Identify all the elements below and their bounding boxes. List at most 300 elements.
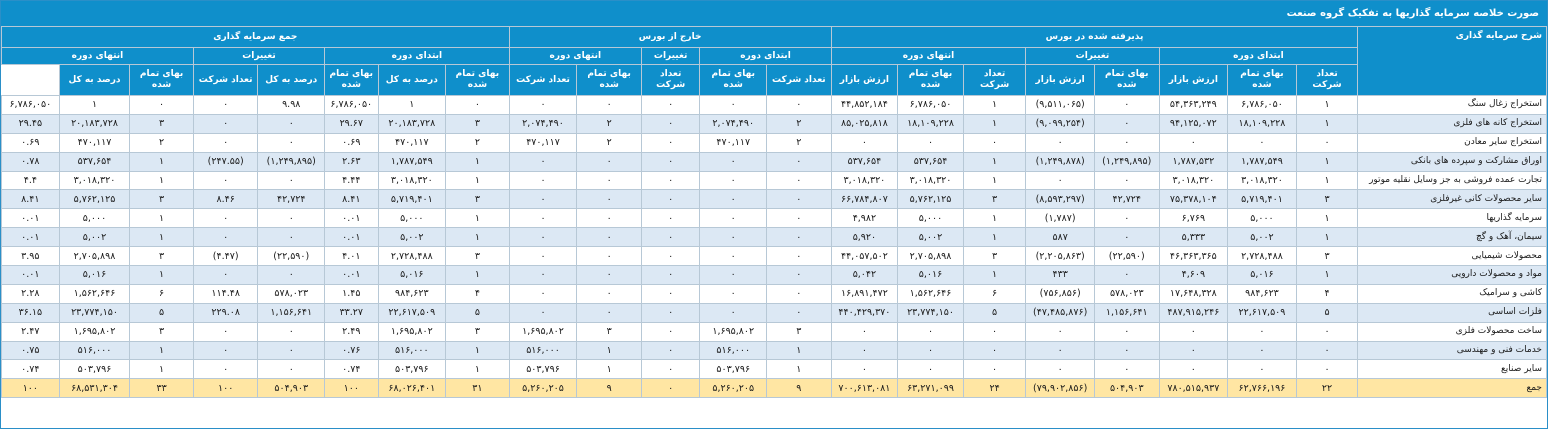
table-cell: ۵,۰۱۶: [1228, 266, 1297, 285]
table-cell: ۰: [1228, 341, 1297, 360]
table-cell: ۵۰۳,۷۹۶: [59, 360, 130, 379]
table-cell: (۷۹,۹۰۲,۸۵۶): [1026, 379, 1095, 398]
table-cell: (۱,۷۸۷): [1026, 209, 1095, 228]
table-cell: ۴۴,۰۵۷,۵۰۲: [831, 247, 898, 266]
total-row: [2, 379, 1547, 398]
col-percent-total: درصد به کل: [378, 65, 446, 96]
table-cell: ۰: [641, 152, 700, 171]
table-cell: ۰: [767, 209, 832, 228]
table-cell: ۰: [641, 303, 700, 322]
table-cell: ۰: [1094, 322, 1159, 341]
table-cell: ۲: [130, 133, 194, 152]
table-cell: ۶: [963, 284, 1026, 303]
table-cell: ۰: [767, 171, 832, 190]
table-cell: ۴۲,۷۲۴: [1094, 190, 1159, 209]
table-cell: ۷۵,۳۷۸,۱۰۴: [1159, 190, 1228, 209]
table-cell: ۰: [641, 133, 700, 152]
table-cell: ۶۲,۷۶۶,۱۹۶: [1228, 379, 1297, 398]
table-cell: (۹,۵۱۱,۰۶۵): [1026, 96, 1095, 115]
table-cell: ۴: [446, 284, 510, 303]
table-cell: ۱۰۰: [325, 379, 378, 398]
table-cell: ۰.۶۹: [2, 133, 60, 152]
table-row: [2, 96, 1547, 115]
table-cell: ۰: [577, 96, 642, 115]
table-row: [2, 190, 1547, 209]
table-cell: ۳,۰۱۸,۳۲۰: [59, 171, 130, 190]
table-cell: ۱: [446, 360, 510, 379]
table-cell: ۲: [577, 133, 642, 152]
table-cell: ۱: [767, 360, 832, 379]
table-cell: ۵,۳۳۳: [1159, 228, 1228, 247]
table-cell: ۰: [767, 284, 832, 303]
table-cell: ۰: [1094, 266, 1159, 285]
table-cell: ۵,۰۱۶: [59, 266, 130, 285]
industry-name: مواد و محصولات دارویی: [1358, 266, 1547, 285]
table-cell: ۰.۰۱: [325, 209, 378, 228]
table-cell: ۶: [130, 284, 194, 303]
table-cell: ۱,۱۵۶,۶۴۱: [258, 303, 325, 322]
col-cost: بهای تمام شده: [1094, 65, 1159, 96]
table-cell: ۰: [1026, 360, 1095, 379]
table-cell: ۰: [700, 247, 767, 266]
col-market-value: ارزش بازار: [1026, 65, 1095, 96]
table-cell: ۲: [767, 133, 832, 152]
table-cell: ۴۸۷,۹۱۵,۲۴۶: [1159, 303, 1228, 322]
table-cell: ۳,۰۱۸,۳۲۰: [378, 171, 446, 190]
table-cell: ۵۳۷,۶۵۴: [898, 152, 964, 171]
table-cell: ۶,۷۸۶,۰۵۰: [898, 96, 964, 115]
table-cell: ۴.۰۱: [325, 247, 378, 266]
table-cell: (۲,۲۰۵,۸۶۳): [1026, 247, 1095, 266]
table-cell: ۴۷۰,۱۱۷: [700, 133, 767, 152]
table-cell: ۱: [130, 152, 194, 171]
header-outside-end: انتهای دوره: [509, 48, 641, 65]
table-cell: ۰: [1026, 133, 1095, 152]
table-cell: ۰: [577, 284, 642, 303]
table-cell: ۰.۰۱: [2, 209, 60, 228]
table-cell: ۰: [641, 360, 700, 379]
table-cell: ۲۳,۷۷۴,۱۵۰: [59, 303, 130, 322]
table-cell: ۵۰۴,۹۰۳: [1094, 379, 1159, 398]
table-cell: ۳: [446, 114, 510, 133]
table-cell: ۵۱۶,۰۰۰: [378, 341, 446, 360]
table-cell: ۱: [1296, 171, 1358, 190]
table-cell: ۴۷۰,۱۱۷: [378, 133, 446, 152]
table-cell: ۱: [1296, 96, 1358, 115]
table-cell: ۱: [767, 341, 832, 360]
col-cost: بهای تمام شده: [577, 65, 642, 96]
table-cell: ۵: [963, 303, 1026, 322]
table-cell: ۶,۷۸۶,۰۵۰: [2, 96, 60, 115]
table-cell: ۰: [898, 360, 964, 379]
table-cell: ۰: [193, 209, 258, 228]
table-cell: ۰: [1159, 133, 1228, 152]
table-cell: ۳: [446, 322, 510, 341]
table-row: [2, 247, 1547, 266]
table-cell: ۲.۴۹: [325, 322, 378, 341]
table-cell: ۰: [509, 209, 577, 228]
table-cell: ۶۳,۲۷۱,۰۹۹: [898, 379, 964, 398]
table-cell: ۰: [577, 190, 642, 209]
table-cell: ۰: [1296, 341, 1358, 360]
col-cost: بهای تمام شده: [1228, 65, 1297, 96]
table-cell: ۰: [577, 171, 642, 190]
table-cell: ۴۳۳: [1026, 266, 1095, 285]
table-cell: ۵: [130, 303, 194, 322]
table-cell: ۰: [963, 133, 1026, 152]
table-cell: ۲,۰۷۴,۴۹۰: [509, 114, 577, 133]
col-cost: بهای تمام شده: [130, 65, 194, 96]
table-cell: ۳۶.۱۵: [2, 303, 60, 322]
table-cell: ۵۷۸,۰۲۳: [1094, 284, 1159, 303]
table-cell: ۴۴۰,۴۲۹,۳۷۰: [831, 303, 898, 322]
col-cost: بهای تمام شده: [898, 65, 964, 96]
table-cell: ۲۲,۶۱۷,۵۰۹: [378, 303, 446, 322]
table-cell: ۲۲۹.۰۸: [193, 303, 258, 322]
table-cell: ۰: [509, 171, 577, 190]
header-total-end: انتهای دوره: [2, 48, 194, 65]
table-cell: (۷۵۶,۸۵۶): [1026, 284, 1095, 303]
table-cell: ۱.۴۵: [325, 284, 378, 303]
header-outside-start: ابتدای دوره: [700, 48, 831, 65]
col-market-value: ارزش بازار: [831, 65, 898, 96]
table-cell: ۰.۰۱: [325, 228, 378, 247]
table-cell: ۰: [1094, 114, 1159, 133]
table-cell: ۰.۷۵: [2, 341, 60, 360]
table-cell: ۱۰۰: [193, 379, 258, 398]
table-cell: ۵۱۶,۰۰۰: [59, 341, 130, 360]
table-cell: ۴: [1296, 284, 1358, 303]
table-cell: ۱: [963, 209, 1026, 228]
table-cell: ۹: [767, 379, 832, 398]
table-cell: ۱۷,۶۴۸,۳۲۸: [1159, 284, 1228, 303]
table-cell: ۵,۰۰۲: [898, 228, 964, 247]
table-cell: ۰: [258, 133, 325, 152]
table-cell: ۱,۱۵۶,۶۴۱: [1094, 303, 1159, 322]
table-cell: ۱: [130, 341, 194, 360]
table-cell: ۰: [1026, 171, 1095, 190]
table-cell: ۰: [577, 152, 642, 171]
table-cell: ۱: [446, 228, 510, 247]
col-percent-total: درصد به کل: [258, 65, 325, 96]
table-cell: ۷۸۰,۵۱۵,۹۳۷: [1159, 379, 1228, 398]
header-listed-start: ابتدای دوره: [1159, 48, 1358, 65]
table-cell: ۰: [1094, 209, 1159, 228]
table-cell: ۱۰۰: [2, 379, 60, 398]
table-cell: ۸.۴۱: [2, 190, 60, 209]
table-row: [2, 228, 1547, 247]
table-cell: ۲۳,۷۷۴,۱۵۰: [898, 303, 964, 322]
table-cell: ۰: [1159, 360, 1228, 379]
header-total-changes: تغییرات: [193, 48, 324, 65]
table-cell: ۰: [577, 303, 642, 322]
table-cell: ۰: [831, 133, 898, 152]
table-cell: ۱,۷۸۷,۵۴۹: [378, 152, 446, 171]
table-cell: ۰: [509, 228, 577, 247]
col-company-count: تعداد شرکت: [767, 65, 832, 96]
table-cell: ۰: [509, 284, 577, 303]
header-listed-end: انتهای دوره: [831, 48, 1026, 65]
table-cell: ۰: [577, 209, 642, 228]
table-cell: ۳: [1296, 247, 1358, 266]
table-cell: (۱,۲۴۹,۸۷۸): [1026, 152, 1095, 171]
header-total-start: ابتدای دوره: [325, 48, 510, 65]
table-cell: ۵,۰۰۲: [378, 228, 446, 247]
table-cell: ۰: [509, 96, 577, 115]
table-cell: ۱,۶۹۵,۸۰۲: [59, 322, 130, 341]
table-cell: ۰: [258, 171, 325, 190]
table-cell: ۰: [193, 266, 258, 285]
table-cell: ۱: [1296, 114, 1358, 133]
table-cell: ۱: [963, 152, 1026, 171]
table-cell: ۰: [641, 171, 700, 190]
table-row: [2, 209, 1547, 228]
table-cell: ۵۸۷: [1026, 228, 1095, 247]
table-cell: ۲,۰۷۴,۴۹۰: [700, 114, 767, 133]
table-cell: ۳: [577, 322, 642, 341]
table-cell: ۱۸,۱۰۹,۲۲۸: [1228, 114, 1297, 133]
table-cell: ۲,۷۲۸,۴۸۸: [378, 247, 446, 266]
table-cell: ۰.۷۸: [2, 152, 60, 171]
table-cell: ۰: [509, 266, 577, 285]
table-cell: ۰.۰۱: [325, 266, 378, 285]
table-cell: ۰: [258, 228, 325, 247]
table-cell: ۳: [130, 247, 194, 266]
table-cell: ۵,۹۲۰: [831, 228, 898, 247]
table-cell: ۰: [963, 341, 1026, 360]
table-cell: ۵,۷۱۹,۴۰۱: [378, 190, 446, 209]
table-cell: (۸,۵۹۳,۲۹۷): [1026, 190, 1095, 209]
col-market-value: ارزش بازار: [1159, 65, 1228, 96]
table-cell: ۰: [1026, 341, 1095, 360]
table-cell: ۲: [577, 114, 642, 133]
table-cell: ۵,۷۶۲,۱۲۵: [898, 190, 964, 209]
table-cell: ۱: [963, 114, 1026, 133]
table-cell: ۵,۰۰۰: [378, 209, 446, 228]
header-outside: خارج از بورس: [509, 27, 831, 48]
table-cell: (۱,۲۴۹,۸۹۵): [258, 152, 325, 171]
header-outside-changes: تغییرات: [641, 48, 700, 65]
table-cell: ۰: [258, 209, 325, 228]
table-cell: ۸۵,۰۲۵,۸۱۸: [831, 114, 898, 133]
table-cell: ۱,۶۹۵,۸۰۲: [509, 322, 577, 341]
table-cell: ۳: [963, 190, 1026, 209]
table-cell: ۴۶,۳۶۳,۳۶۵: [1159, 247, 1228, 266]
table-cell: ۱: [1296, 209, 1358, 228]
table-cell: ۰: [193, 322, 258, 341]
table-cell: ۳: [963, 247, 1026, 266]
industry-name: کاشی و سرامیک: [1358, 284, 1547, 303]
table-cell: ۵,۲۶۰,۲۰۵: [509, 379, 577, 398]
industry-name: استخراج کانه های فلزی: [1358, 114, 1547, 133]
table-cell: ۱: [1296, 266, 1358, 285]
table-cell: ۴.۴: [2, 171, 60, 190]
col-percent-total: درصد به کل: [59, 65, 130, 96]
table-cell: ۱: [963, 228, 1026, 247]
table-cell: ۵: [1296, 303, 1358, 322]
table-cell: ۰: [641, 266, 700, 285]
table-cell: ۰.۶۹: [325, 133, 378, 152]
table-cell: ۲: [446, 133, 510, 152]
table-cell: ۰: [767, 303, 832, 322]
header-listed: پذیرفته شده در بورس: [831, 27, 1358, 48]
table-cell: ۱۶,۸۹۱,۴۷۲: [831, 284, 898, 303]
table-cell: ۱,۶۹۵,۸۰۲: [378, 322, 446, 341]
table-cell: ۹.۹۸: [258, 96, 325, 115]
table-cell: ۶۶,۷۸۴,۸۰۷: [831, 190, 898, 209]
table-cell: ۳۳: [130, 379, 194, 398]
table-cell: ۱,۷۸۷,۵۴۹: [1228, 152, 1297, 171]
table-cell: ۵: [446, 303, 510, 322]
table-cell: ۰: [193, 171, 258, 190]
table-cell: ۲۲: [1296, 379, 1358, 398]
table-cell: ۵۴,۳۶۳,۲۴۹: [1159, 96, 1228, 115]
table-cell: ۵,۰۰۰: [1228, 209, 1297, 228]
table-cell: ۱: [577, 341, 642, 360]
table-cell: ۰: [577, 247, 642, 266]
table-cell: ۲,۷۰۵,۸۹۸: [59, 247, 130, 266]
table-cell: ۰: [258, 341, 325, 360]
table-cell: ۰: [193, 341, 258, 360]
table-cell: ۰: [509, 152, 577, 171]
col-cost: بهای تمام شده: [325, 65, 378, 96]
table-cell: ۱: [577, 360, 642, 379]
table-cell: (۲۴۷.۵۵): [193, 152, 258, 171]
table-cell: ۰: [1094, 360, 1159, 379]
table-cell: ۱۸,۱۰۹,۲۲۸: [898, 114, 964, 133]
table-cell: ۱: [1296, 152, 1358, 171]
table-cell: ۱: [1296, 228, 1358, 247]
table-cell: ۵,۰۴۲: [831, 266, 898, 285]
table-cell: ۲,۷۲۸,۴۸۸: [1228, 247, 1297, 266]
table-row: [2, 114, 1547, 133]
table-cell: ۱: [59, 96, 130, 115]
table-cell: ۱: [446, 152, 510, 171]
table-cell: ۰: [700, 209, 767, 228]
col-company-count: تعداد شرکت: [509, 65, 577, 96]
table-cell: ۱: [446, 341, 510, 360]
table-cell: ۰: [577, 266, 642, 285]
table-cell: ۰.۰۱: [2, 228, 60, 247]
table-cell: ۰: [258, 114, 325, 133]
table-cell: ۱: [378, 96, 446, 115]
table-cell: ۰: [258, 322, 325, 341]
table-cell: ۰: [641, 209, 700, 228]
table-cell: ۰: [1094, 171, 1159, 190]
table-cell: ۰: [1296, 133, 1358, 152]
table-cell: ۰: [898, 322, 964, 341]
table-cell: ۱: [446, 266, 510, 285]
industry-name: سیمان، آهک و گچ: [1358, 228, 1547, 247]
table-cell: ۲۹.۶۷: [325, 114, 378, 133]
table-cell: ۰: [641, 114, 700, 133]
table-cell: ۰: [700, 266, 767, 285]
investment-table: [1, 26, 1547, 398]
table-cell: ۰: [767, 266, 832, 285]
table-cell: ۳: [1296, 190, 1358, 209]
table-cell: ۰: [641, 247, 700, 266]
table-row: [2, 152, 1547, 171]
table-cell: (۹,۰۹۹,۲۵۴): [1026, 114, 1095, 133]
table-cell: ۵,۲۶۰,۲۰۵: [700, 379, 767, 398]
table-cell: ۰: [767, 96, 832, 115]
industry-name: اوراق مشارکت و سپرده های بانکی: [1358, 152, 1547, 171]
table-cell: ۳,۰۱۸,۳۲۰: [898, 171, 964, 190]
table-cell: ۴۴,۸۵۲,۱۸۴: [831, 96, 898, 115]
table-cell: ۰: [1296, 322, 1358, 341]
table-cell: ۰: [1296, 360, 1358, 379]
table-cell: ۴.۴۴: [325, 171, 378, 190]
table-cell: ۱: [130, 266, 194, 285]
table-cell: ۵۰۴,۹۰۳: [258, 379, 325, 398]
table-cell: ۱: [963, 171, 1026, 190]
table-cell: (۲۲,۵۹۰): [258, 247, 325, 266]
table-row: [2, 322, 1547, 341]
table-cell: ۰: [641, 341, 700, 360]
table-cell: ۵۱۶,۰۰۰: [509, 341, 577, 360]
table-cell: ۰: [831, 341, 898, 360]
industry-name: ساخت محصولات فلزی: [1358, 322, 1547, 341]
table-cell: ۱: [130, 228, 194, 247]
total-label: جمع: [1358, 379, 1547, 398]
table-cell: ۵,۷۶۲,۱۲۵: [59, 190, 130, 209]
table-cell: ۰: [1159, 322, 1228, 341]
table-cell: ۳۳.۲۷: [325, 303, 378, 322]
table-cell: ۳۱: [446, 379, 510, 398]
table-cell: (۴۷,۴۸۵,۸۷۶): [1026, 303, 1095, 322]
report-title: صورت خلاصه سرمایه گذاریها به تفکیک گروه صنعت: [1, 1, 1547, 26]
table-cell: ۰: [641, 322, 700, 341]
table-cell: ۹۴,۱۲۵,۰۷۲: [1159, 114, 1228, 133]
table-cell: ۵,۷۱۹,۴۰۱: [1228, 190, 1297, 209]
table-cell: ۵۰۳,۷۹۶: [509, 360, 577, 379]
table-cell: ۱: [446, 209, 510, 228]
industry-name: استخراج سایر معادن: [1358, 133, 1547, 152]
table-cell: ۰: [700, 228, 767, 247]
table-cell: ۵,۰۱۶: [898, 266, 964, 285]
table-cell: ۰: [700, 152, 767, 171]
table-cell: ۱,۵۶۲,۶۴۶: [59, 284, 130, 303]
industry-name: محصولات شیمیایی: [1358, 247, 1547, 266]
industry-name: سرمایه گذاریها: [1358, 209, 1547, 228]
table-row: [2, 303, 1547, 322]
table-cell: ۰: [577, 228, 642, 247]
table-cell: ۱: [130, 171, 194, 190]
table-cell: ۳: [130, 190, 194, 209]
table-cell: ۰.۰۱: [2, 266, 60, 285]
table-row: [2, 133, 1547, 152]
table-cell: ۰: [509, 190, 577, 209]
industry-name: سایر صنایع: [1358, 360, 1547, 379]
table-cell: ۵۰۳,۷۹۶: [378, 360, 446, 379]
table-cell: ۱,۷۸۷,۵۳۲: [1159, 152, 1228, 171]
table-cell: ۰: [831, 322, 898, 341]
table-cell: ۱۱۴.۴۸: [193, 284, 258, 303]
table-cell: ۲۰,۱۸۳,۷۲۸: [378, 114, 446, 133]
table-cell: ۱,۵۶۲,۶۴۶: [898, 284, 964, 303]
table-cell: ۱: [130, 209, 194, 228]
table-cell: ۰: [193, 96, 258, 115]
table-cell: ۶۸,۰۲۶,۴۰۱: [378, 379, 446, 398]
table-cell: ۳,۰۱۸,۳۲۰: [1228, 171, 1297, 190]
table-cell: ۴,۶۰۹: [1159, 266, 1228, 285]
table-cell: ۰: [446, 96, 510, 115]
table-cell: ۰: [193, 228, 258, 247]
table-cell: ۳: [446, 247, 510, 266]
table-cell: ۰: [898, 133, 964, 152]
table-cell: ۰.۷۴: [325, 360, 378, 379]
table-cell: ۰: [1228, 133, 1297, 152]
